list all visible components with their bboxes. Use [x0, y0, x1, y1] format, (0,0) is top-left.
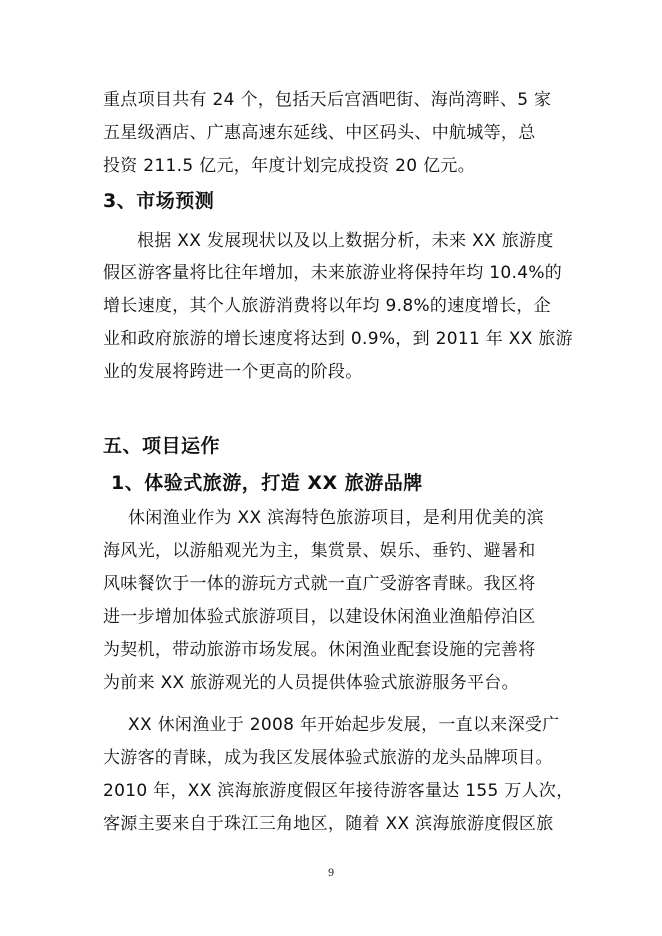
body-text-line: 增长速度，其个人旅游消费将以年均 9.8%的速度增长，企 [103, 296, 551, 316]
body-text-line: 为契机，带动旅游市场发展。休闲渔业配套设施的完善将 [103, 640, 536, 660]
body-text-line: 海风光，以游船观光为主，集赏景、娱乐、垂钓、避暑和 [103, 541, 536, 561]
body-text-line: 五星级酒店、广惠高速东延线、中区码头、中航城等，总 [103, 123, 536, 143]
body-text-line: 投资 211.5 亿元，年度计划完成投资 20 亿元。 [103, 156, 476, 176]
body-text-line: 根据 XX 发展现状以及以上数据分析，未来 XX 旅游度 [137, 231, 554, 251]
page-number: 9 [327, 868, 335, 879]
body-text-line: 重点项目共有 24 个，包括天后宫酒吧街、海尚湾畔、5 家 [103, 90, 552, 110]
body-text-line: 业的发展将跨进一个更高的阶段。 [103, 362, 363, 382]
body-text-line: 2010 年，XX 滨海旅游度假区年接待游客量达 155 万人次， [103, 781, 574, 801]
body-text-line: 休闲渔业作为 XX 滨海特色旅游项目，是利用优美的滨 [128, 508, 544, 528]
chapter-heading: 五、项目运作 [103, 435, 221, 457]
body-text-line: 大游客的青睐，成为我区发展体验式旅游的龙头品牌项目。 [103, 748, 553, 768]
body-text-line: 为前来 XX 旅游观光的人员提供体验式旅游服务平台。 [103, 673, 519, 693]
section-heading: 3、市场预测 [103, 190, 215, 212]
body-text-line: 进一步增加体验式旅游项目，以建设休闲渔业渔船停泊区 [103, 607, 536, 627]
body-text-line: 风味餐饮于一体的游玩方式就一直广受游客青睐。我区将 [103, 574, 536, 594]
body-text-line: 业和政府旅游的增长速度将达到 0.9%，到 2011 年 XX 旅游 [103, 329, 573, 349]
body-text-line: 客源主要来自于珠江三角地区，随着 XX 滨海旅游度假区旅 [103, 814, 554, 834]
body-text-line: 假区游客量将比往年增加，未来旅游业将保持年均 10.4%的 [103, 263, 563, 283]
subsection-heading: 1、体验式旅游，打造 XX 旅游品牌 [111, 472, 423, 494]
body-text-line: XX 休闲渔业于 2008 年开始起步发展，一直以来深受广 [128, 715, 560, 735]
